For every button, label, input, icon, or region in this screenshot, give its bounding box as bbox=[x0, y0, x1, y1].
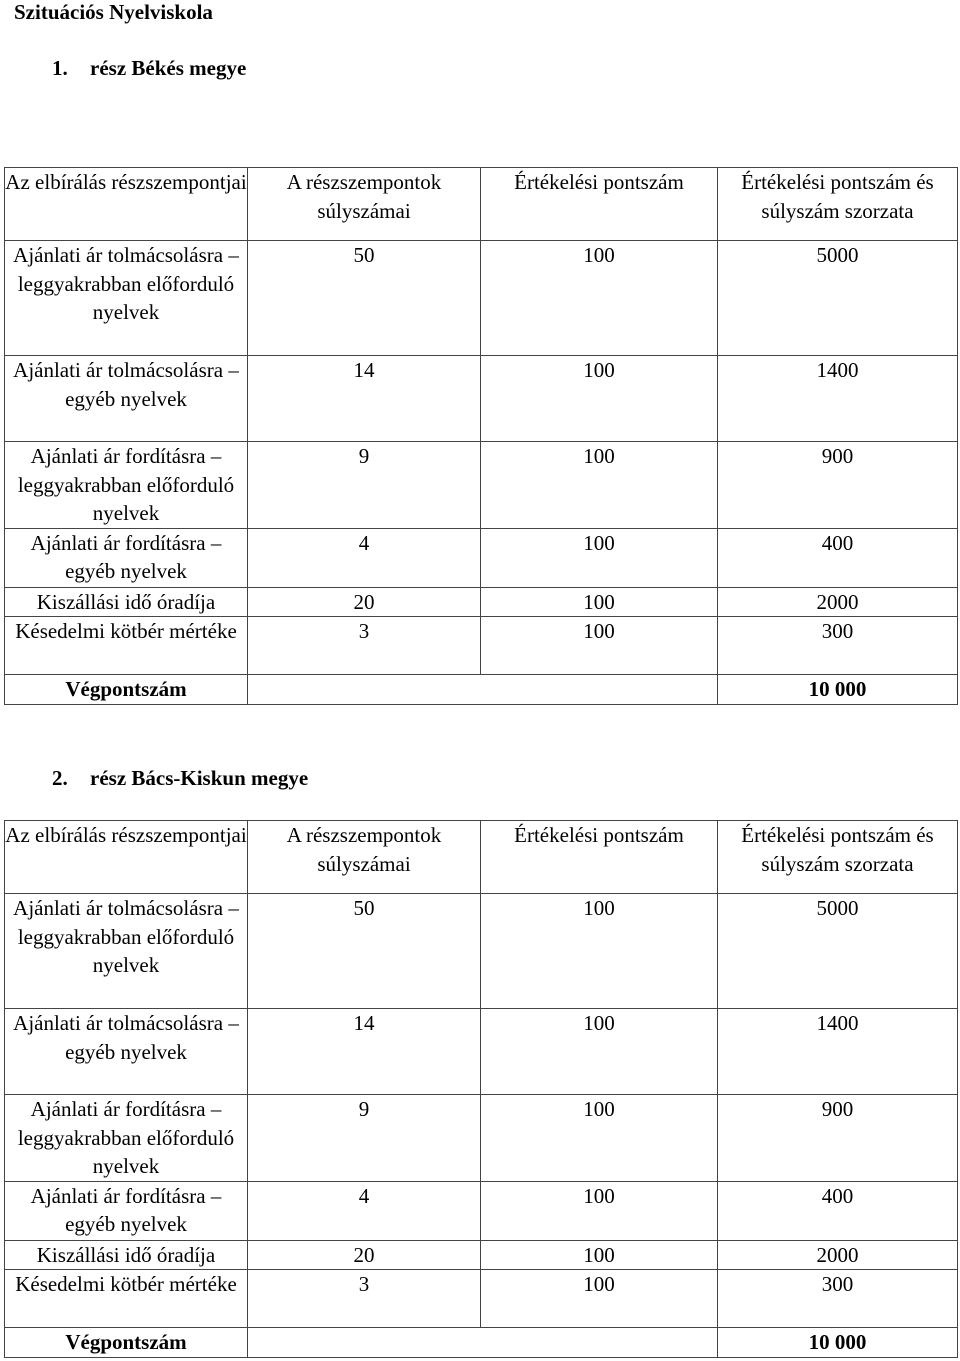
header-criteria: Az elbírálás részszempontjai bbox=[5, 821, 248, 894]
weight-cell: 20 bbox=[248, 587, 481, 617]
product-cell: 400 bbox=[718, 1181, 958, 1240]
product-cell: 5000 bbox=[718, 894, 958, 1009]
criterion-cell: Ajánlati ár tolmácsolásra – egyéb nyelvek bbox=[5, 1009, 248, 1095]
score-cell: 100 bbox=[481, 587, 718, 617]
blank-cell bbox=[248, 675, 718, 705]
product-cell: 300 bbox=[718, 1270, 958, 1328]
total-row bbox=[5, 675, 958, 705]
table-row bbox=[5, 241, 958, 356]
table-row bbox=[5, 1009, 958, 1095]
product-cell: 1400 bbox=[718, 356, 958, 442]
weight-cell: 4 bbox=[248, 528, 481, 587]
product-cell: 2000 bbox=[718, 1240, 958, 1270]
section-number: 2. bbox=[52, 766, 68, 790]
weight-cell: 9 bbox=[248, 1095, 481, 1182]
score-cell: 100 bbox=[481, 1181, 718, 1240]
score-cell: 100 bbox=[481, 894, 718, 1009]
product-cell: 900 bbox=[718, 1095, 958, 1182]
weight-cell: 50 bbox=[248, 241, 481, 356]
total-value: 10 000 bbox=[718, 1328, 958, 1358]
score-cell: 100 bbox=[481, 1009, 718, 1095]
weight-cell: 14 bbox=[248, 1009, 481, 1095]
table-row bbox=[5, 1240, 958, 1270]
criterion-cell: Ajánlati ár fordításra – leggyakrabban előforduló nyelvek bbox=[5, 442, 248, 529]
product-cell: 5000 bbox=[718, 241, 958, 356]
document-title: Szituációs Nyelviskola bbox=[14, 0, 213, 24]
blank-cell bbox=[248, 1328, 718, 1358]
score-cell: 100 bbox=[481, 617, 718, 675]
header-product: Értékelési pontszám és súlyszám szorzata bbox=[718, 168, 958, 241]
weight-cell: 3 bbox=[248, 1270, 481, 1328]
total-row bbox=[5, 1328, 958, 1358]
criterion-cell: Késedelmi kötbér mértéke bbox=[5, 1270, 248, 1328]
section-title: rész Békés megye bbox=[90, 56, 247, 80]
criterion-cell: Ajánlati ár tolmácsolásra – egyéb nyelvek bbox=[5, 356, 248, 442]
table-row bbox=[5, 617, 958, 675]
table-header-row bbox=[5, 168, 958, 241]
product-cell: 900 bbox=[718, 442, 958, 529]
score-cell: 100 bbox=[481, 356, 718, 442]
weight-cell: 4 bbox=[248, 1181, 481, 1240]
score-cell: 100 bbox=[481, 1095, 718, 1182]
header-product: Értékelési pontszám és súlyszám szorzata bbox=[718, 821, 958, 894]
header-criteria: Az elbírálás részszempontjai bbox=[5, 168, 248, 241]
table-row bbox=[5, 894, 958, 1009]
score-cell: 100 bbox=[481, 442, 718, 529]
total-label: Végpontszám bbox=[5, 1328, 248, 1358]
weight-cell: 50 bbox=[248, 894, 481, 1009]
criterion-cell: Kiszállási idő óradíja bbox=[5, 587, 248, 617]
section-heading bbox=[52, 56, 246, 80]
weight-cell: 3 bbox=[248, 617, 481, 675]
table-row bbox=[5, 528, 958, 587]
table-row bbox=[5, 1181, 958, 1240]
header-score: Értékelési pontszám bbox=[481, 821, 718, 894]
table-row bbox=[5, 442, 958, 529]
product-cell: 300 bbox=[718, 617, 958, 675]
section-heading bbox=[52, 766, 308, 790]
table-row bbox=[5, 1270, 958, 1328]
product-cell: 2000 bbox=[718, 587, 958, 617]
section-number: 1. bbox=[52, 56, 68, 80]
score-cell: 100 bbox=[481, 241, 718, 356]
evaluation-table bbox=[4, 167, 958, 705]
total-label: Végpontszám bbox=[5, 675, 248, 705]
criterion-cell: Kiszállási idő óradíja bbox=[5, 1240, 248, 1270]
score-cell: 100 bbox=[481, 1270, 718, 1328]
table-header-row bbox=[5, 821, 958, 894]
header-weights: A részszempontok súlyszámai bbox=[248, 821, 481, 894]
weight-cell: 20 bbox=[248, 1240, 481, 1270]
criterion-cell: Ajánlati ár tolmácsolásra – leggyakrabban előforduló nyelvek bbox=[5, 894, 248, 1009]
product-cell: 1400 bbox=[718, 1009, 958, 1095]
evaluation-table bbox=[4, 820, 958, 1358]
table-row bbox=[5, 587, 958, 617]
score-cell: 100 bbox=[481, 1240, 718, 1270]
section-title: rész Bács-Kiskun megye bbox=[90, 766, 309, 790]
total-value: 10 000 bbox=[718, 675, 958, 705]
table-row bbox=[5, 356, 958, 442]
weight-cell: 9 bbox=[248, 442, 481, 529]
weight-cell: 14 bbox=[248, 356, 481, 442]
header-weights: A részszempontok súlyszámai bbox=[248, 168, 481, 241]
score-cell: 100 bbox=[481, 528, 718, 587]
criterion-cell: Késedelmi kötbér mértéke bbox=[5, 617, 248, 675]
criterion-cell: Ajánlati ár fordításra – leggyakrabban előforduló nyelvek bbox=[5, 1095, 248, 1182]
criterion-cell: Ajánlati ár fordításra – egyéb nyelvek bbox=[5, 528, 248, 587]
criterion-cell: Ajánlati ár fordításra – egyéb nyelvek bbox=[5, 1181, 248, 1240]
criterion-cell: Ajánlati ár tolmácsolásra – leggyakrabban előforduló nyelvek bbox=[5, 241, 248, 356]
product-cell: 400 bbox=[718, 528, 958, 587]
table-row bbox=[5, 1095, 958, 1182]
header-score: Értékelési pontszám bbox=[481, 168, 718, 241]
